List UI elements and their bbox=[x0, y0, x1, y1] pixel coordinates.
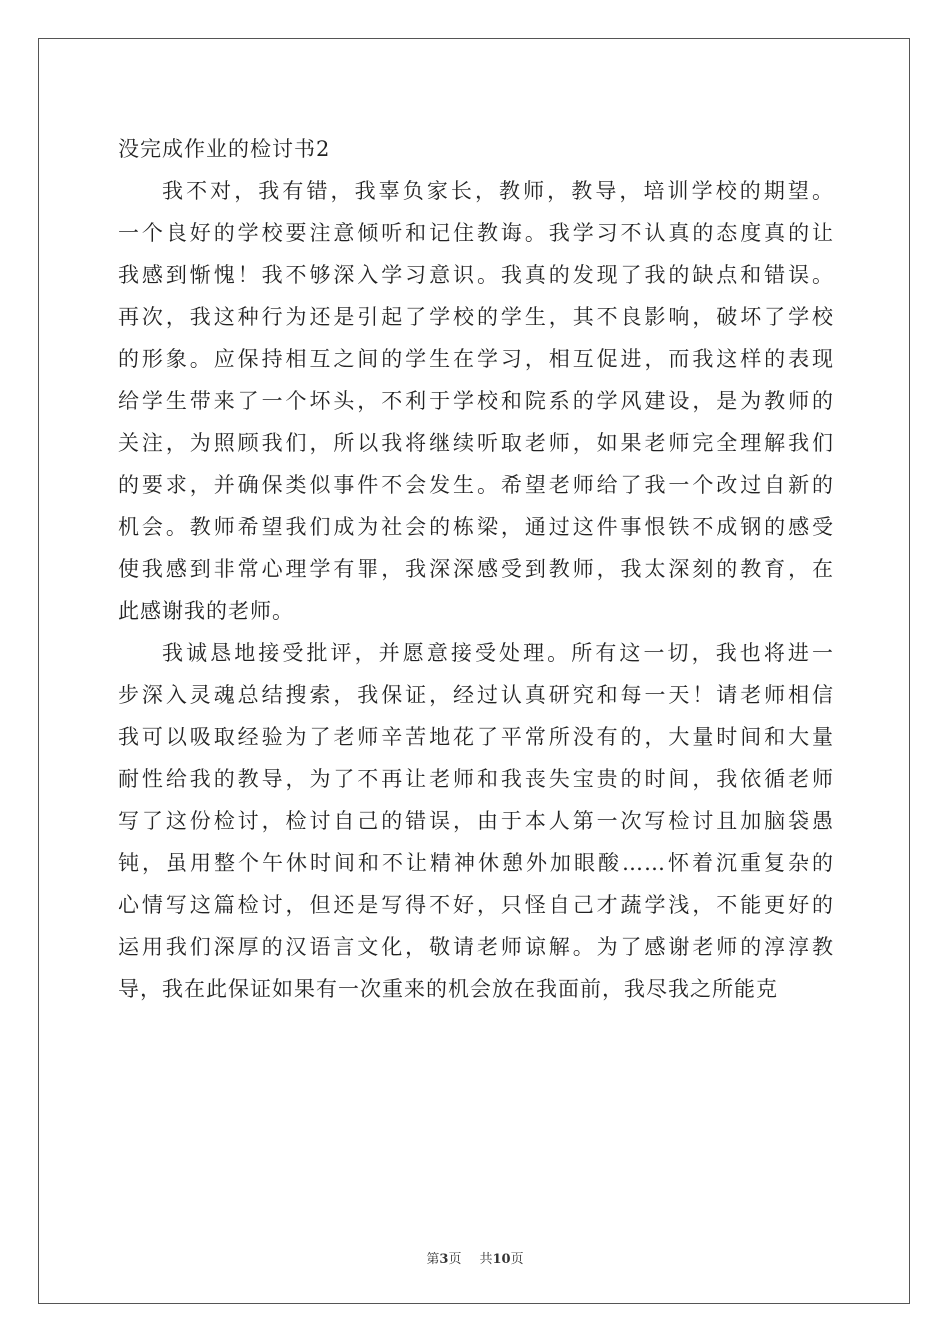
text-line: 机会。教师希望我们成为社会的栋梁，通过这件事恨铁不成钢的感受 bbox=[118, 515, 834, 539]
document-title: 没完成作业的检讨书2 bbox=[118, 137, 331, 161]
text-line: 再次，我这种行为还是引起了学校的学生，其不良影响，破坏了学校 bbox=[118, 305, 834, 329]
page-footer bbox=[0, 1248, 950, 1267]
paragraph-container bbox=[118, 170, 834, 1010]
total-prefix: 共 bbox=[479, 1252, 493, 1267]
text-line: 一个良好的学校要注意倾听和记住教诲。我学习不认真的态度真的让 bbox=[118, 221, 834, 245]
text-line: 的形象。应保持相互之间的学生在学习，相互促进，而我这样的表现 bbox=[118, 347, 834, 371]
text-line: 心情写这篇检讨，但还是写得不好，只怪自己才蔬学浅，不能更好的 bbox=[118, 893, 834, 917]
text-line: 步深入灵魂总结搜索，我保证，经过认真研究和每一天！请老师相信 bbox=[118, 683, 834, 707]
total-page-number: 10 bbox=[492, 1252, 511, 1267]
paragraph bbox=[118, 170, 834, 632]
paragraph bbox=[118, 632, 834, 1010]
text-line: 运用我们深厚的汉语言文化，敬请老师谅解。为了感谢老师的淳淳教 bbox=[118, 935, 834, 959]
page-prefix: 第 bbox=[426, 1252, 440, 1267]
page-suffix: 页 bbox=[448, 1252, 462, 1267]
current-page-number: 3 bbox=[439, 1252, 449, 1267]
total-suffix: 页 bbox=[510, 1252, 524, 1267]
text-line: 耐性给我的教导，为了不再让老师和我丧失宝贵的时间，我依循老师 bbox=[118, 767, 834, 791]
text-line: 导，我在此保证如果有一次重来的机会放在我面前，我尽我之所能克 bbox=[118, 977, 778, 1001]
text-line: 此感谢我的老师。 bbox=[118, 599, 294, 623]
text-line: 写了这份检讨，检讨自己的错误，由于本人第一次写检讨且加脑袋愚 bbox=[118, 809, 834, 833]
text-line: 我不对，我有错，我辜负家长，教师，教导，培训学校的期望。 bbox=[162, 179, 834, 203]
text-line: 我诚恳地接受批评，并愿意接受处理。所有这一切，我也将进一 bbox=[162, 641, 834, 665]
text-line: 我感到惭愧！我不够深入学习意识。我真的发现了我的缺点和错误。 bbox=[118, 263, 834, 287]
text-line: 给学生带来了一个坏头，不利于学校和院系的学风建设，是为教师的 bbox=[118, 389, 834, 413]
document-body bbox=[118, 128, 834, 1010]
text-line: 使我感到非常心理学有罪，我深深感受到教师，我太深刻的教育，在 bbox=[118, 557, 834, 581]
text-line: 的要求，并确保类似事件不会发生。希望老师给了我一个改过自新的 bbox=[118, 473, 834, 497]
text-line: 我可以吸取经验为了老师辛苦地花了平常所没有的，大量时间和大量 bbox=[118, 725, 834, 749]
text-line: 关注，为照顾我们，所以我将继续听取老师，如果老师完全理解我们 bbox=[118, 431, 834, 455]
text-line: 钝，虽用整个午休时间和不让精神休憩外加眼酸……怀着沉重复杂的 bbox=[118, 851, 834, 875]
